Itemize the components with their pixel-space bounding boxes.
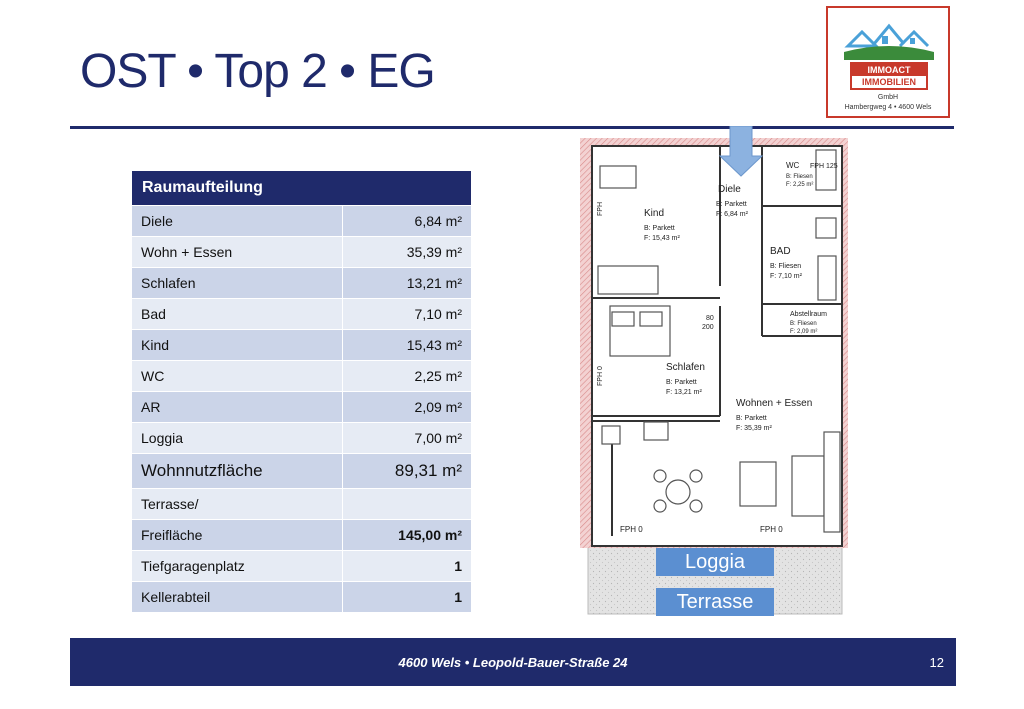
logo-brand bbox=[850, 62, 928, 90]
schlafen-floor: B: Parkett bbox=[666, 379, 697, 386]
bad-label: BAD bbox=[770, 246, 791, 257]
table-row bbox=[132, 520, 472, 551]
table-row bbox=[132, 237, 472, 268]
row-value: 2,25 m² bbox=[342, 361, 471, 392]
row-value: 1 bbox=[342, 582, 471, 613]
table-row bbox=[132, 330, 472, 361]
houses-icon bbox=[844, 18, 934, 60]
table-row bbox=[132, 392, 472, 423]
abstell-area: F: 2,09 m² bbox=[790, 329, 818, 335]
row-label: Kellerabteil bbox=[132, 582, 343, 613]
row-value: 35,39 m² bbox=[342, 237, 471, 268]
diele-floor: B: Parkett bbox=[716, 201, 747, 208]
abstell-label: Abstellraum bbox=[790, 311, 827, 318]
row-value: 7,00 m² bbox=[342, 423, 471, 454]
table-header: Raumaufteilung bbox=[132, 171, 472, 206]
wohnen-floor: B: Parkett bbox=[736, 415, 767, 422]
table-row bbox=[132, 551, 472, 582]
row-value: 13,21 m² bbox=[342, 268, 471, 299]
row-value: 2,09 m² bbox=[342, 392, 471, 423]
footer-bar bbox=[70, 638, 956, 686]
bad-floor: B: Fliesen bbox=[770, 263, 802, 270]
loggia-label: Loggia bbox=[656, 548, 774, 576]
table-row bbox=[132, 489, 472, 520]
row-value: 145,00 m² bbox=[342, 520, 471, 551]
table-row bbox=[132, 299, 472, 330]
fph-label: FPH bbox=[597, 202, 604, 216]
row-label: WC bbox=[132, 361, 343, 392]
kind-label: Kind bbox=[644, 208, 665, 219]
company-logo bbox=[826, 6, 950, 118]
logo-address: Hambergweg 4 • 4600 Wels bbox=[844, 104, 932, 111]
wc-area: F: 2,25 m² bbox=[786, 182, 814, 188]
diele-label: Diele bbox=[718, 184, 741, 195]
row-label: Tiefgaragenplatz bbox=[132, 551, 343, 582]
row-label: Loggia bbox=[132, 423, 343, 454]
row-label: AR bbox=[132, 392, 343, 423]
schlafen-label: Schlafen bbox=[666, 362, 705, 373]
table-row bbox=[132, 361, 472, 392]
fph0-label: FPH 0 bbox=[620, 525, 643, 534]
wc-fph: FPH 125 bbox=[810, 163, 838, 170]
room-table bbox=[131, 170, 472, 613]
row-value: 7,10 m² bbox=[342, 299, 471, 330]
door-width-label: 80 bbox=[706, 315, 714, 322]
table-row bbox=[132, 582, 472, 613]
table-row bbox=[132, 206, 472, 237]
row-label: Freifläche bbox=[132, 520, 343, 551]
schlafen-area: F: 13,21 m² bbox=[666, 389, 702, 396]
fph0-label-3: FPH 0 bbox=[597, 366, 604, 386]
row-value: 6,84 m² bbox=[342, 206, 471, 237]
kind-area: F: 15,43 m² bbox=[644, 235, 680, 242]
row-value bbox=[342, 489, 471, 520]
logo-line3: GmbH bbox=[877, 94, 899, 101]
row-label: Kind bbox=[132, 330, 343, 361]
wc-label: WC bbox=[786, 161, 800, 170]
table-row bbox=[132, 268, 472, 299]
diele-area: F: 6,84 m² bbox=[716, 211, 748, 218]
terrasse-label: Terrasse bbox=[656, 588, 774, 616]
fph0-label-2: FPH 0 bbox=[760, 525, 783, 534]
row-label: Bad bbox=[132, 299, 343, 330]
row-label: Wohn + Essen bbox=[132, 237, 343, 268]
row-value: 15,43 m² bbox=[342, 330, 471, 361]
page-title: OST • Top 2 • EG bbox=[80, 45, 435, 98]
total-value: 89,31 m² bbox=[342, 454, 471, 489]
row-value: 1 bbox=[342, 551, 471, 582]
door-height-label: 200 bbox=[702, 324, 714, 331]
total-label: Wohnnutzfläche bbox=[132, 454, 343, 489]
logo-line2: IMMOBILIEN bbox=[862, 77, 916, 87]
page-number: 12 bbox=[929, 655, 944, 670]
abstell-floor: B: Fliesen bbox=[790, 321, 817, 327]
wohnen-area: F: 35,39 m² bbox=[736, 425, 772, 432]
total-row bbox=[132, 454, 472, 489]
row-label: Diele bbox=[132, 206, 343, 237]
floor-plan bbox=[580, 126, 848, 616]
row-label: Terrasse/ bbox=[132, 489, 343, 520]
footer-address: 4600 Wels • Leopold-Bauer-Straße 24 bbox=[398, 655, 628, 670]
kind-floor: B: Parkett bbox=[644, 225, 675, 232]
bad-area: F: 7,10 m² bbox=[770, 273, 802, 280]
row-label: Schlafen bbox=[132, 268, 343, 299]
wohnen-label: Wohnen + Essen bbox=[736, 398, 813, 409]
wc-floor: B: Fliesen bbox=[786, 174, 813, 180]
table-row bbox=[132, 423, 472, 454]
logo-line1: IMMOACT bbox=[852, 64, 926, 76]
